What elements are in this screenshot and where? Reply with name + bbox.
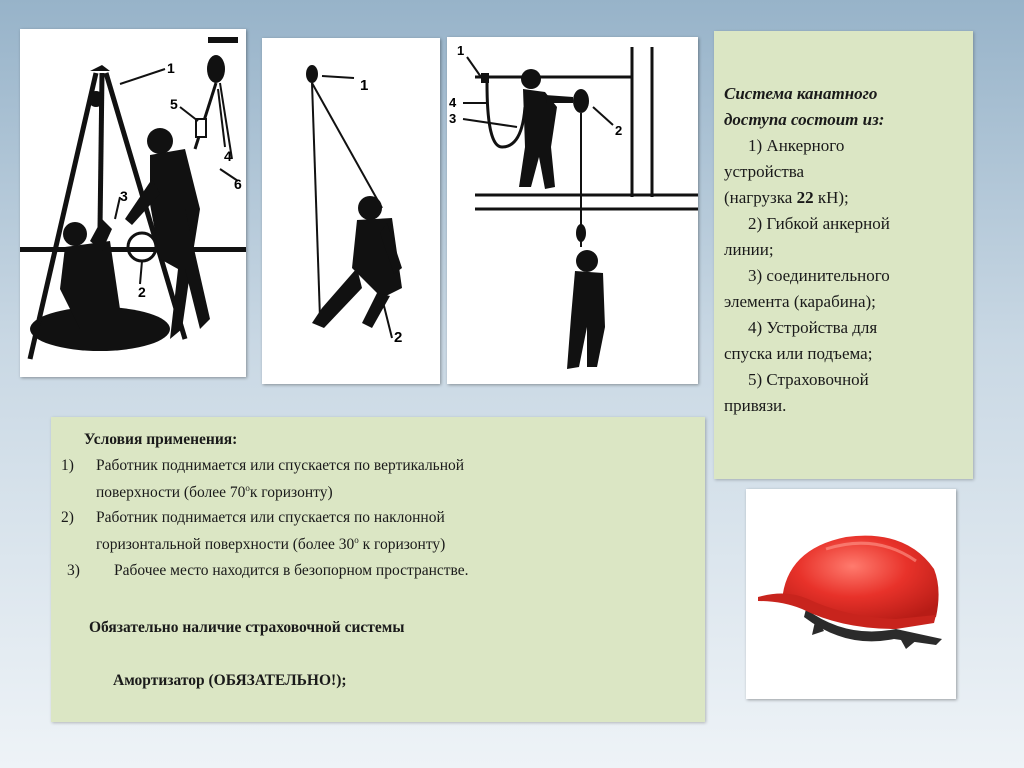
condition-number: 2): [61, 509, 74, 526]
condition-item: [96, 507, 696, 556]
composition-item: [724, 133, 959, 211]
composition-item: [724, 263, 959, 315]
item-text: 2) Гибкой анкерной: [748, 214, 890, 233]
shock-absorber-note: Амортизатор (ОБЯЗАТЕЛЬНО!);: [113, 672, 347, 689]
title-line: Система канатного: [724, 84, 878, 103]
red-helmet-icon: [746, 489, 956, 699]
condition-item: [96, 455, 696, 504]
item-text: элемента (карабина);: [724, 292, 876, 311]
system-composition-box: [714, 31, 973, 479]
composition-item: [724, 211, 959, 263]
fig1-label: 3: [120, 188, 128, 204]
system-composition-title: [724, 81, 959, 133]
fig2-label: 1: [360, 77, 369, 94]
fig3-label: 2: [615, 123, 623, 138]
item-text: устройства: [724, 162, 805, 181]
fig1-label: 6: [234, 176, 242, 192]
item-text: 1) Анкерного: [748, 136, 845, 155]
condition-text: к горизонту): [358, 536, 446, 554]
condition-number: 1): [61, 457, 74, 474]
degree-mark: о: [245, 483, 250, 493]
safety-system-note: Обязательно наличие страховочной системы: [89, 619, 405, 636]
application-conditions-box: [51, 417, 705, 722]
composition-item: [724, 315, 959, 367]
item-text: 3) соединительного: [748, 266, 890, 285]
item-text: привязи.: [724, 396, 787, 415]
anchor-line-illustration: [447, 37, 698, 384]
condition-text: Работник поднимается или спускается по наклонной: [96, 509, 445, 526]
fig3-label: 4: [449, 95, 457, 110]
tripod-rescue-drawing: [20, 29, 246, 377]
item-text: спуска или подъема;: [724, 344, 873, 363]
conditions-heading: Условия применения:: [84, 431, 238, 448]
item-text: линии;: [724, 240, 774, 259]
anchor-line-drawing: [447, 37, 698, 384]
rope-descent-drawing: [262, 38, 440, 384]
condition-text: Рабочее место находится в безопорном пространстве.: [114, 562, 469, 579]
condition-text: Работник поднимается или спускается по вертикальной: [96, 457, 465, 474]
system-composition-text: [724, 81, 959, 419]
tripod-rescue-illustration: [20, 29, 246, 377]
fig3-label: 3: [449, 111, 457, 126]
title-line: доступа состоит из:: [724, 110, 885, 129]
fig1-label: 2: [138, 284, 146, 300]
load-value: 22: [796, 188, 814, 207]
composition-item: [724, 367, 959, 419]
fig1-label: 5: [170, 96, 178, 112]
item-text: кН);: [813, 188, 849, 207]
condition-text: горизонтальной поверхности (более 30: [96, 536, 355, 554]
rope-descent-illustration: [262, 38, 440, 384]
fig3-label: 1: [457, 43, 465, 58]
item-text: 5) Страховочной: [748, 370, 869, 389]
condition-number: 3): [67, 562, 80, 579]
item-text: 4) Устройства для: [748, 318, 878, 337]
fig1-label: 1: [167, 60, 175, 76]
fig2-label: 2: [394, 329, 403, 346]
red-helmet-image: [746, 489, 956, 699]
condition-text: к горизонту): [249, 484, 333, 502]
degree-mark: о: [354, 535, 359, 545]
item-text: (нагрузка: [724, 188, 797, 207]
condition-text: поверхности (более 70: [96, 484, 246, 502]
fig1-label: 4: [224, 148, 232, 164]
